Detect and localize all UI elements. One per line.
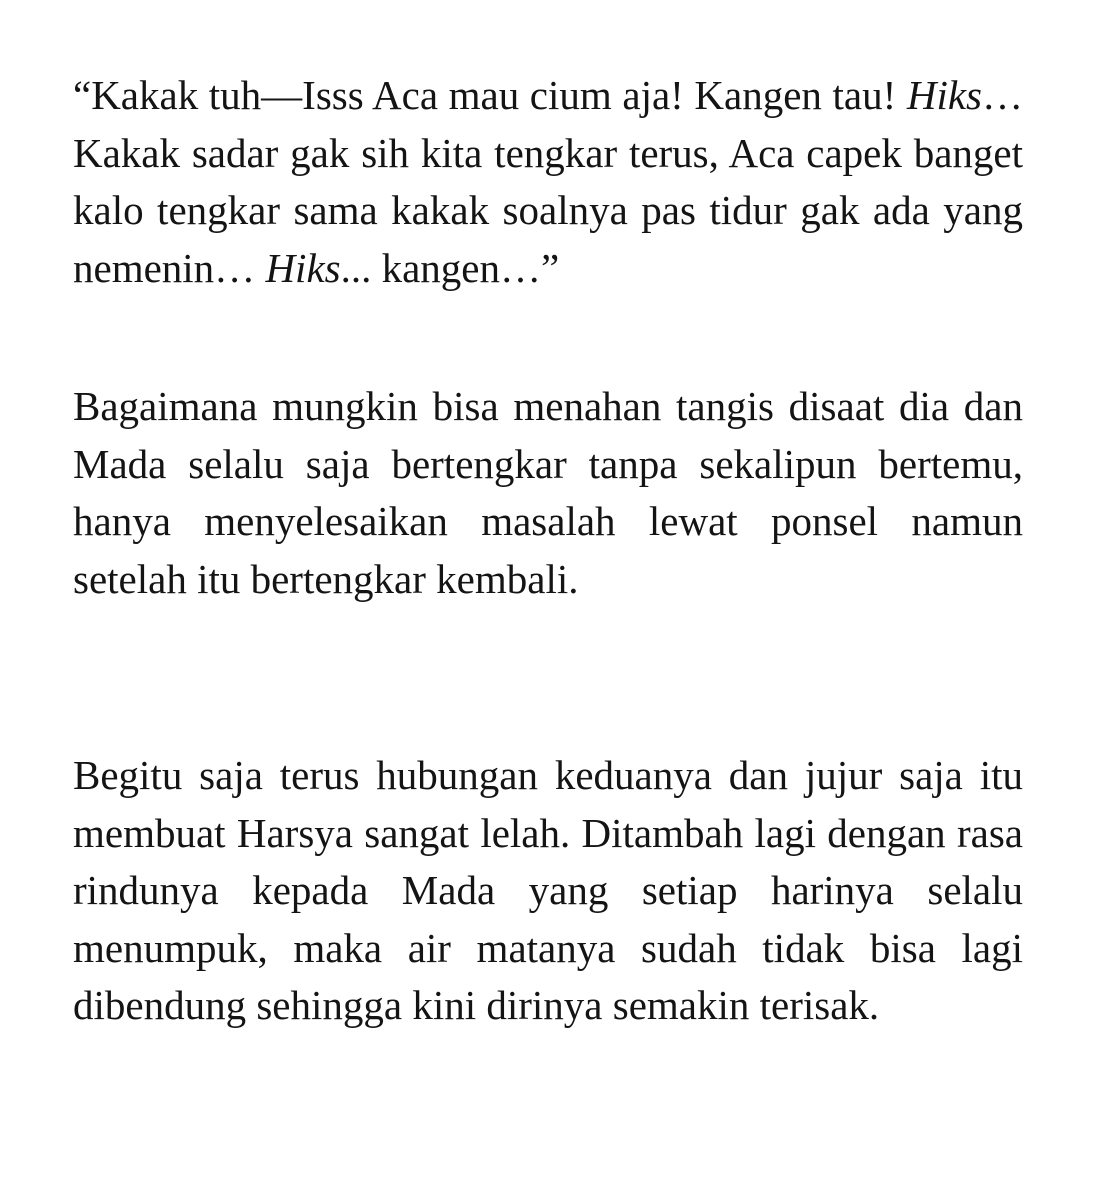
dialogue-italic-hiks-1: Hiks <box>906 72 982 118</box>
dialogue-text-2: … Kakak sadar gak sih kita tengkar terus, Aca capek banget kalo tengkar sama kakak soalnya pas tidur gak ada yang nemenin… <box>73 72 1023 291</box>
paragraph-narration-1: Bagaimana mungkin bisa menahan tangis disaat dia dan Mada selalu saja bertengkar tanpa sekalipun bertemu, hanya menyelesaikan masalah lewat ponsel namun setelah itu bertengkar kembali. <box>73 383 1023 602</box>
dialogue-text-3: ... kangen…” <box>340 244 560 291</box>
dialogue-italic-hiks-2: Hiks <box>265 244 341 291</box>
paragraph-dialogue <box>73 67 1023 297</box>
paragraph-narration-2: Begitu saja terus hubungan keduanya dan jujur saja itu membuat Harsya sangat lelah. Ditambah lagi dengan rasa rindunya kepada Mada yang setiap harinya selalu menumpuk, maka air matanya sudah tidak bisa lagi dibendung sehingga kini dirinya semakin terisak. <box>73 752 1023 1029</box>
dialogue-text-1: “Kakak tuh—Isss Aca mau cium aja! Kangen tau! <box>73 72 907 118</box>
